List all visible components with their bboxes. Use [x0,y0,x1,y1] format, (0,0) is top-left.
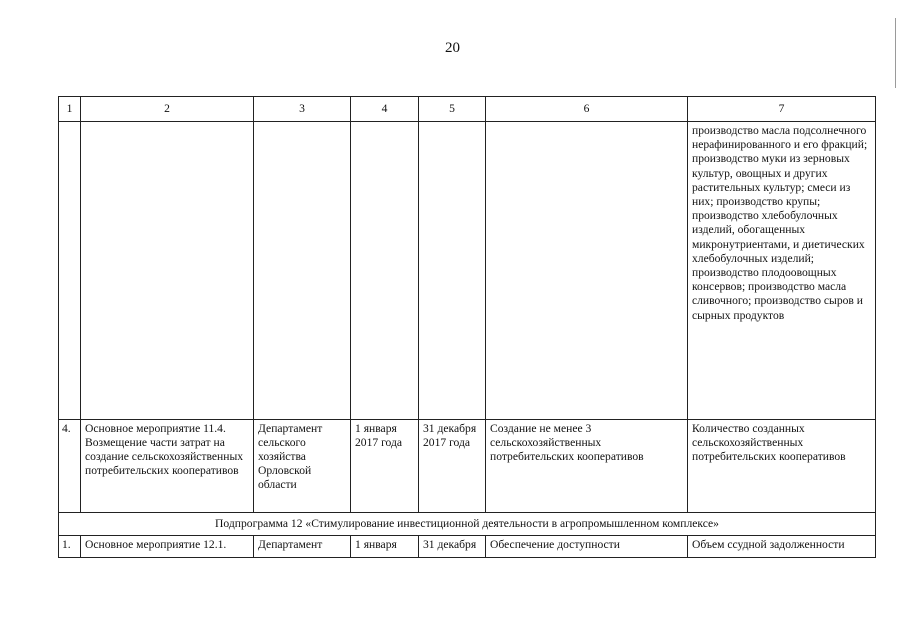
executor-cell: Департамент [254,536,351,558]
page-number: 20 [445,40,460,56]
end-date-cell: 31 декабря 2017 года [419,420,486,513]
subprogram-title: Подпрограмма 12 «Стимулирование инвестиционной деятельности в агропромышленном комплексе» [59,513,876,536]
executor-cell: Департамент сельского хозяйства Орловской области [254,420,351,513]
table-cell [59,122,81,420]
row-number: 1. [59,536,81,558]
measure-cell: Основное мероприятие 12.1. [81,536,254,558]
indicator-cell: производство масла подсолнечного нерафинированного и его фракций; производство муки из зерновых культур, овощных и других растительных культур; смеси из них; производство крупы; производство хлебобулочных изделий, обогащенных микронутриентами, и диетических хлебобулочных изделий; производство плодоовощных консервов; производство масла сливочного; производство сыров и сырных продуктов [688,122,876,420]
result-cell: Обеспечение доступности [486,536,688,558]
table-cell [351,122,419,420]
table-cell [419,122,486,420]
header-cell: 6 [486,97,688,122]
table-cell [254,122,351,420]
header-cell: 2 [81,97,254,122]
table-row [59,536,876,558]
indicator-cell: Объем ссудной задолженности [688,536,876,558]
result-cell: Создание не менее 3 сельскохозяйственных потребительских кооперативов [486,420,688,513]
header-cell: 1 [59,97,81,122]
measure-cell: Основное мероприятие 11.4. Возмещение части затрат на создание сельскохозяйственных потребительских кооперативов [81,420,254,513]
table-row [59,420,876,513]
header-cell: 7 [688,97,876,122]
header-cell: 3 [254,97,351,122]
subprogram-row [59,513,876,536]
table-cell [81,122,254,420]
activities-table [58,96,876,558]
header-cell: 5 [419,97,486,122]
start-date-cell: 1 января 2017 года [351,420,419,513]
table-header-row [59,97,876,122]
row-number: 4. [59,420,81,513]
header-cell: 4 [351,97,419,122]
table-cell [486,122,688,420]
end-date-cell: 31 декабря [419,536,486,558]
start-date-cell: 1 января [351,536,419,558]
table-row-continuation [59,122,876,420]
indicator-cell: Количество созданных сельскохозяйственных потребительских кооперативов [688,420,876,513]
